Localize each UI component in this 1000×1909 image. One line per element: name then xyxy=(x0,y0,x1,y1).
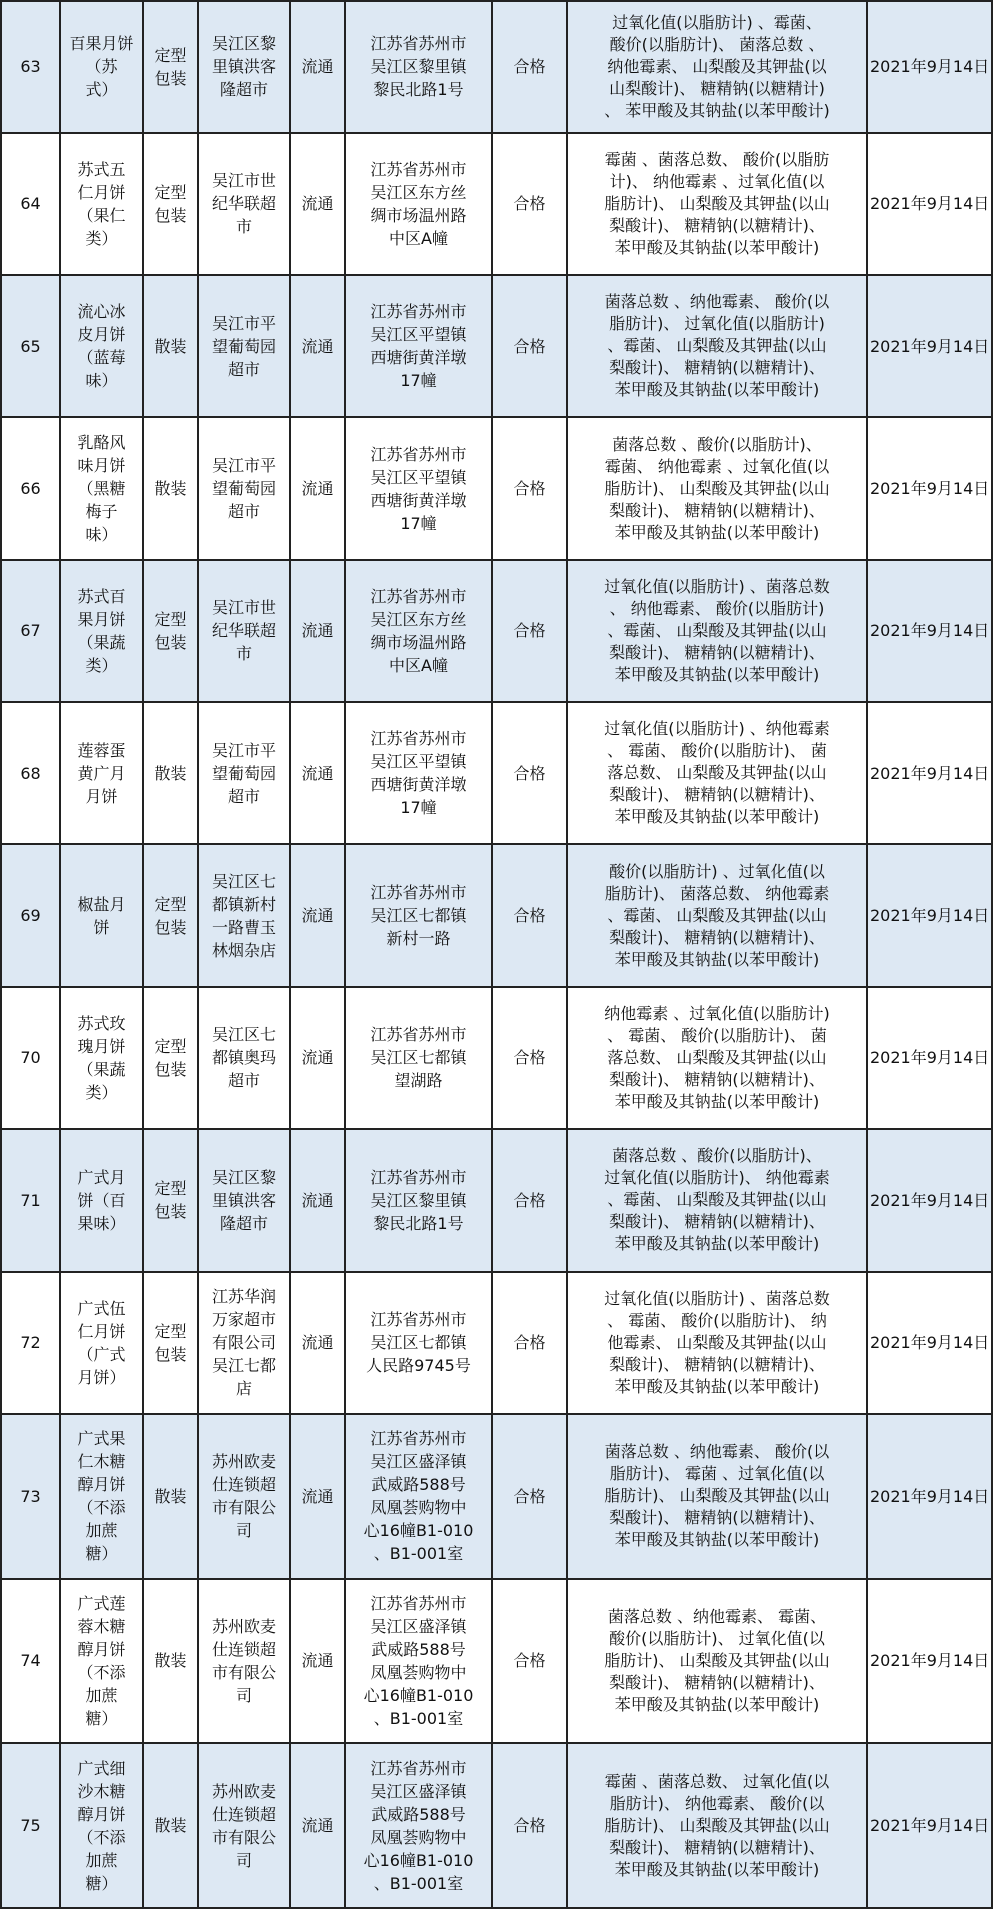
packaging-type: 散装 xyxy=(143,1414,198,1579)
sampled-store: 吴江市世 纪华联超 市 xyxy=(198,133,290,275)
product-name: 广式伍 仁月饼 （广式 月饼） xyxy=(60,1272,143,1414)
packaging-type: 定型 包装 xyxy=(143,1,198,133)
inspection-result: 合格 xyxy=(492,133,567,275)
inspection-result: 合格 xyxy=(492,417,567,559)
table-body xyxy=(1,1,992,1908)
inspection-result: 合格 xyxy=(492,987,567,1129)
inspection-result: 合格 xyxy=(492,844,567,986)
sampling-stage: 流通 xyxy=(290,1414,345,1579)
sampled-store: 吴江市世 纪华联超 市 xyxy=(198,560,290,702)
product-name: 广式莲 蓉木糖 醇月饼 （不添 加蔗 糖） xyxy=(60,1579,143,1744)
sampled-store: 吴江区七 都镇奥玛 超市 xyxy=(198,987,290,1129)
table-row xyxy=(1,1743,992,1908)
row-number: 69 xyxy=(1,844,60,986)
inspection-result: 合格 xyxy=(492,275,567,417)
table-row xyxy=(1,1,992,133)
product-name: 乳酪风 味月饼 （黑糖 梅子 味） xyxy=(60,417,143,559)
announce-date: 2021年9月14日 xyxy=(867,275,992,417)
sampling-stage: 流通 xyxy=(290,417,345,559)
store-address: 江苏省苏州市 吴江区黎里镇 黎民北路1号 xyxy=(345,1,492,133)
row-number: 66 xyxy=(1,417,60,559)
announce-date: 2021年9月14日 xyxy=(867,1,992,133)
announce-date: 2021年9月14日 xyxy=(867,1579,992,1744)
sampling-stage: 流通 xyxy=(290,1579,345,1744)
row-number: 74 xyxy=(1,1579,60,1744)
sampling-stage: 流通 xyxy=(290,1,345,133)
table-row xyxy=(1,417,992,559)
announce-date: 2021年9月14日 xyxy=(867,1743,992,1908)
inspected-items: 霉菌 、菌落总数、 酸价(以脂肪 计)、 纳他霉素 、过氧化值(以 脂肪计)、 山梨酸及其钾盐(以山 梨酸计)、 糖精钠(以糖精计)、 苯甲酸及其钠盐(以苯甲酸计) xyxy=(567,133,867,275)
announce-date: 2021年9月14日 xyxy=(867,560,992,702)
product-name: 苏式百 果月饼 （果蔬 类） xyxy=(60,560,143,702)
store-address: 江苏省苏州市 吴江区七都镇 新村一路 xyxy=(345,844,492,986)
table-row xyxy=(1,844,992,986)
table-row xyxy=(1,1579,992,1744)
sampling-stage: 流通 xyxy=(290,1272,345,1414)
store-address: 江苏省苏州市 吴江区盛泽镇 武威路588号 凤凰荟购物中 心16幢B1-010 、B1-001室 xyxy=(345,1743,492,1908)
inspected-items: 过氧化值(以脂肪计) 、纳他霉素 、 霉菌、 酸价(以脂肪计)、 菌 落总数、 山梨酸及其钾盐(以山 梨酸计)、 糖精钠(以糖精计)、 苯甲酸及其钠盐(以苯甲酸计) xyxy=(567,702,867,844)
row-number: 73 xyxy=(1,1414,60,1579)
sampling-stage: 流通 xyxy=(290,133,345,275)
inspected-items: 纳他霉素 、过氧化值(以脂肪计) 、 霉菌、 酸价(以脂肪计)、 菌 落总数、 山梨酸及其钾盐(以山 梨酸计)、 糖精钠(以糖精计)、 苯甲酸及其钠盐(以苯甲酸计) xyxy=(567,987,867,1129)
table-row xyxy=(1,1414,992,1579)
inspection-result: 合格 xyxy=(492,1129,567,1271)
inspected-items: 过氧化值(以脂肪计) 、霉菌、 酸价(以脂肪计)、 菌落总数 、 纳他霉素、 山梨酸及其钾盐(以 山梨酸计)、 糖精钠(以糖精计) 、 苯甲酸及其钠盐(以苯甲酸计) xyxy=(567,1,867,133)
packaging-type: 散装 xyxy=(143,417,198,559)
packaging-type: 散装 xyxy=(143,1743,198,1908)
announce-date: 2021年9月14日 xyxy=(867,844,992,986)
packaging-type: 定型 包装 xyxy=(143,987,198,1129)
inspected-items: 霉菌 、菌落总数、 过氧化值(以 脂肪计)、 纳他霉素、 酸价(以 脂肪计)、 山梨酸及其钾盐(以山 梨酸计)、 糖精钠(以糖精计)、 苯甲酸及其钠盐(以苯甲酸计) xyxy=(567,1743,867,1908)
sampled-store: 吴江区七 都镇新村 一路曹玉 林烟杂店 xyxy=(198,844,290,986)
inspected-items: 过氧化值(以脂肪计) 、菌落总数 、 霉菌、 酸价(以脂肪计)、 纳 他霉素、 山梨酸及其钾盐(以山 梨酸计)、 糖精钠(以糖精计)、 苯甲酸及其钠盐(以苯甲酸计) xyxy=(567,1272,867,1414)
inspection-result: 合格 xyxy=(492,1743,567,1908)
table-row xyxy=(1,987,992,1129)
sampled-store: 吴江区黎 里镇洪客 隆超市 xyxy=(198,1129,290,1271)
store-address: 江苏省苏州市 吴江区盛泽镇 武威路588号 凤凰荟购物中 心16幢B1-010 、B1-001室 xyxy=(345,1579,492,1744)
sampling-stage: 流通 xyxy=(290,844,345,986)
row-number: 65 xyxy=(1,275,60,417)
product-name: 广式细 沙木糖 醇月饼 （不添 加蔗 糖） xyxy=(60,1743,143,1908)
announce-date: 2021年9月14日 xyxy=(867,417,992,559)
inspected-items: 菌落总数 、纳他霉素、 酸价(以 脂肪计)、 霉菌 、过氧化值(以 脂肪计)、 山梨酸及其钾盐(以山 梨酸计)、 糖精钠(以糖精计)、 苯甲酸及其钠盐(以苯甲酸计) xyxy=(567,1414,867,1579)
sampled-store: 吴江区黎 里镇洪客 隆超市 xyxy=(198,1,290,133)
table-row xyxy=(1,560,992,702)
announce-date: 2021年9月14日 xyxy=(867,987,992,1129)
sampling-stage: 流通 xyxy=(290,1743,345,1908)
packaging-type: 定型 包装 xyxy=(143,844,198,986)
row-number: 75 xyxy=(1,1743,60,1908)
packaging-type: 散装 xyxy=(143,275,198,417)
store-address: 江苏省苏州市 吴江区平望镇 西塘街黄洋墩 17幢 xyxy=(345,417,492,559)
store-address: 江苏省苏州市 吴江区七都镇 人民路9745号 xyxy=(345,1272,492,1414)
announce-date: 2021年9月14日 xyxy=(867,702,992,844)
row-number: 64 xyxy=(1,133,60,275)
sampled-store: 苏州欧麦 仕连锁超 市有限公 司 xyxy=(198,1579,290,1744)
product-name: 椒盐月 饼 xyxy=(60,844,143,986)
table-row xyxy=(1,275,992,417)
packaging-type: 散装 xyxy=(143,702,198,844)
sampled-store: 吴江市平 望葡萄园 超市 xyxy=(198,702,290,844)
packaging-type: 定型 包装 xyxy=(143,1129,198,1271)
sampled-store: 江苏华润 万家超市 有限公司 吴江七都 店 xyxy=(198,1272,290,1414)
product-name: 莲蓉蛋 黄广月 月饼 xyxy=(60,702,143,844)
inspection-result: 合格 xyxy=(492,1272,567,1414)
inspection-result: 合格 xyxy=(492,560,567,702)
table-row xyxy=(1,133,992,275)
table-row xyxy=(1,1129,992,1271)
packaging-type: 散装 xyxy=(143,1579,198,1744)
store-address: 江苏省苏州市 吴江区东方丝 绸市场温州路 中区A幢 xyxy=(345,133,492,275)
inspected-items: 菌落总数 、酸价(以脂肪计)、 过氧化值(以脂肪计)、 纳他霉素 、霉菌、 山梨酸及其钾盐(以山 梨酸计)、 糖精钠(以糖精计)、 苯甲酸及其钠盐(以苯甲酸计) xyxy=(567,1129,867,1271)
packaging-type: 定型 包装 xyxy=(143,560,198,702)
packaging-type: 定型 包装 xyxy=(143,133,198,275)
product-name: 苏式玫 瑰月饼 （果蔬 类） xyxy=(60,987,143,1129)
store-address: 江苏省苏州市 吴江区黎里镇 黎民北路1号 xyxy=(345,1129,492,1271)
sampling-stage: 流通 xyxy=(290,1129,345,1271)
store-address: 江苏省苏州市 吴江区东方丝 绸市场温州路 中区A幢 xyxy=(345,560,492,702)
sampling-stage: 流通 xyxy=(290,560,345,702)
row-number: 70 xyxy=(1,987,60,1129)
sampled-store: 吴江市平 望葡萄园 超市 xyxy=(198,417,290,559)
inspected-items: 菌落总数 、纳他霉素、 酸价(以 脂肪计)、 过氧化值(以脂肪计) 、霉菌、 山梨酸及其钾盐(以山 梨酸计)、 糖精钠(以糖精计)、 苯甲酸及其钠盐(以苯甲酸计) xyxy=(567,275,867,417)
sampled-store: 吴江市平 望葡萄园 超市 xyxy=(198,275,290,417)
packaging-type: 定型 包装 xyxy=(143,1272,198,1414)
inspected-items: 菌落总数 、纳他霉素、 霉菌、 酸价(以脂肪计)、 过氧化值(以 脂肪计)、 山梨酸及其钾盐(以山 梨酸计)、 糖精钠(以糖精计)、 苯甲酸及其钠盐(以苯甲酸计) xyxy=(567,1579,867,1744)
inspection-result: 合格 xyxy=(492,1,567,133)
sampling-stage: 流通 xyxy=(290,987,345,1129)
store-address: 江苏省苏州市 吴江区平望镇 西塘街黄洋墩 17幢 xyxy=(345,275,492,417)
inspected-items: 酸价(以脂肪计) 、过氧化值(以 脂肪计)、 菌落总数、 纳他霉素 、霉菌、 山梨酸及其钾盐(以山 梨酸计)、 糖精钠(以糖精计)、 苯甲酸及其钠盐(以苯甲酸计) xyxy=(567,844,867,986)
row-number: 67 xyxy=(1,560,60,702)
inspected-items: 菌落总数 、酸价(以脂肪计)、 霉菌、 纳他霉素 、过氧化值(以 脂肪计)、 山梨酸及其钾盐(以山 梨酸计)、 糖精钠(以糖精计)、 苯甲酸及其钠盐(以苯甲酸计) xyxy=(567,417,867,559)
product-name: 百果月饼（苏 式） xyxy=(60,1,143,133)
announce-date: 2021年9月14日 xyxy=(867,1129,992,1271)
inspected-items: 过氧化值(以脂肪计) 、菌落总数 、 纳他霉素、 酸价(以脂肪计) 、霉菌、 山梨酸及其钾盐(以山 梨酸计)、 糖精钠(以糖精计)、 苯甲酸及其钠盐(以苯甲酸计) xyxy=(567,560,867,702)
announce-date: 2021年9月14日 xyxy=(867,1414,992,1579)
inspection-result: 合格 xyxy=(492,1414,567,1579)
product-name: 广式果 仁木糖 醇月饼 （不添 加蔗 糖） xyxy=(60,1414,143,1579)
store-address: 江苏省苏州市 吴江区平望镇 西塘街黄洋墩 17幢 xyxy=(345,702,492,844)
row-number: 63 xyxy=(1,1,60,133)
sampled-store: 苏州欧麦 仕连锁超 市有限公 司 xyxy=(198,1414,290,1579)
table-row xyxy=(1,702,992,844)
store-address: 江苏省苏州市 吴江区七都镇 望湖路 xyxy=(345,987,492,1129)
row-number: 71 xyxy=(1,1129,60,1271)
row-number: 72 xyxy=(1,1272,60,1414)
product-name: 苏式五 仁月饼 （果仁 类） xyxy=(60,133,143,275)
product-name: 广式月 饼（百 果味） xyxy=(60,1129,143,1271)
store-address: 江苏省苏州市 吴江区盛泽镇 武威路588号 凤凰荟购物中 心16幢B1-010 、B1-001室 xyxy=(345,1414,492,1579)
announce-date: 2021年9月14日 xyxy=(867,1272,992,1414)
inspection-result: 合格 xyxy=(492,1579,567,1744)
sampled-store: 苏州欧麦 仕连锁超 市有限公 司 xyxy=(198,1743,290,1908)
product-name: 流心冰 皮月饼 （蓝莓 味） xyxy=(60,275,143,417)
sampling-stage: 流通 xyxy=(290,275,345,417)
sampling-stage: 流通 xyxy=(290,702,345,844)
inspection-result: 合格 xyxy=(492,702,567,844)
table-row xyxy=(1,1272,992,1414)
announce-date: 2021年9月14日 xyxy=(867,133,992,275)
row-number: 68 xyxy=(1,702,60,844)
